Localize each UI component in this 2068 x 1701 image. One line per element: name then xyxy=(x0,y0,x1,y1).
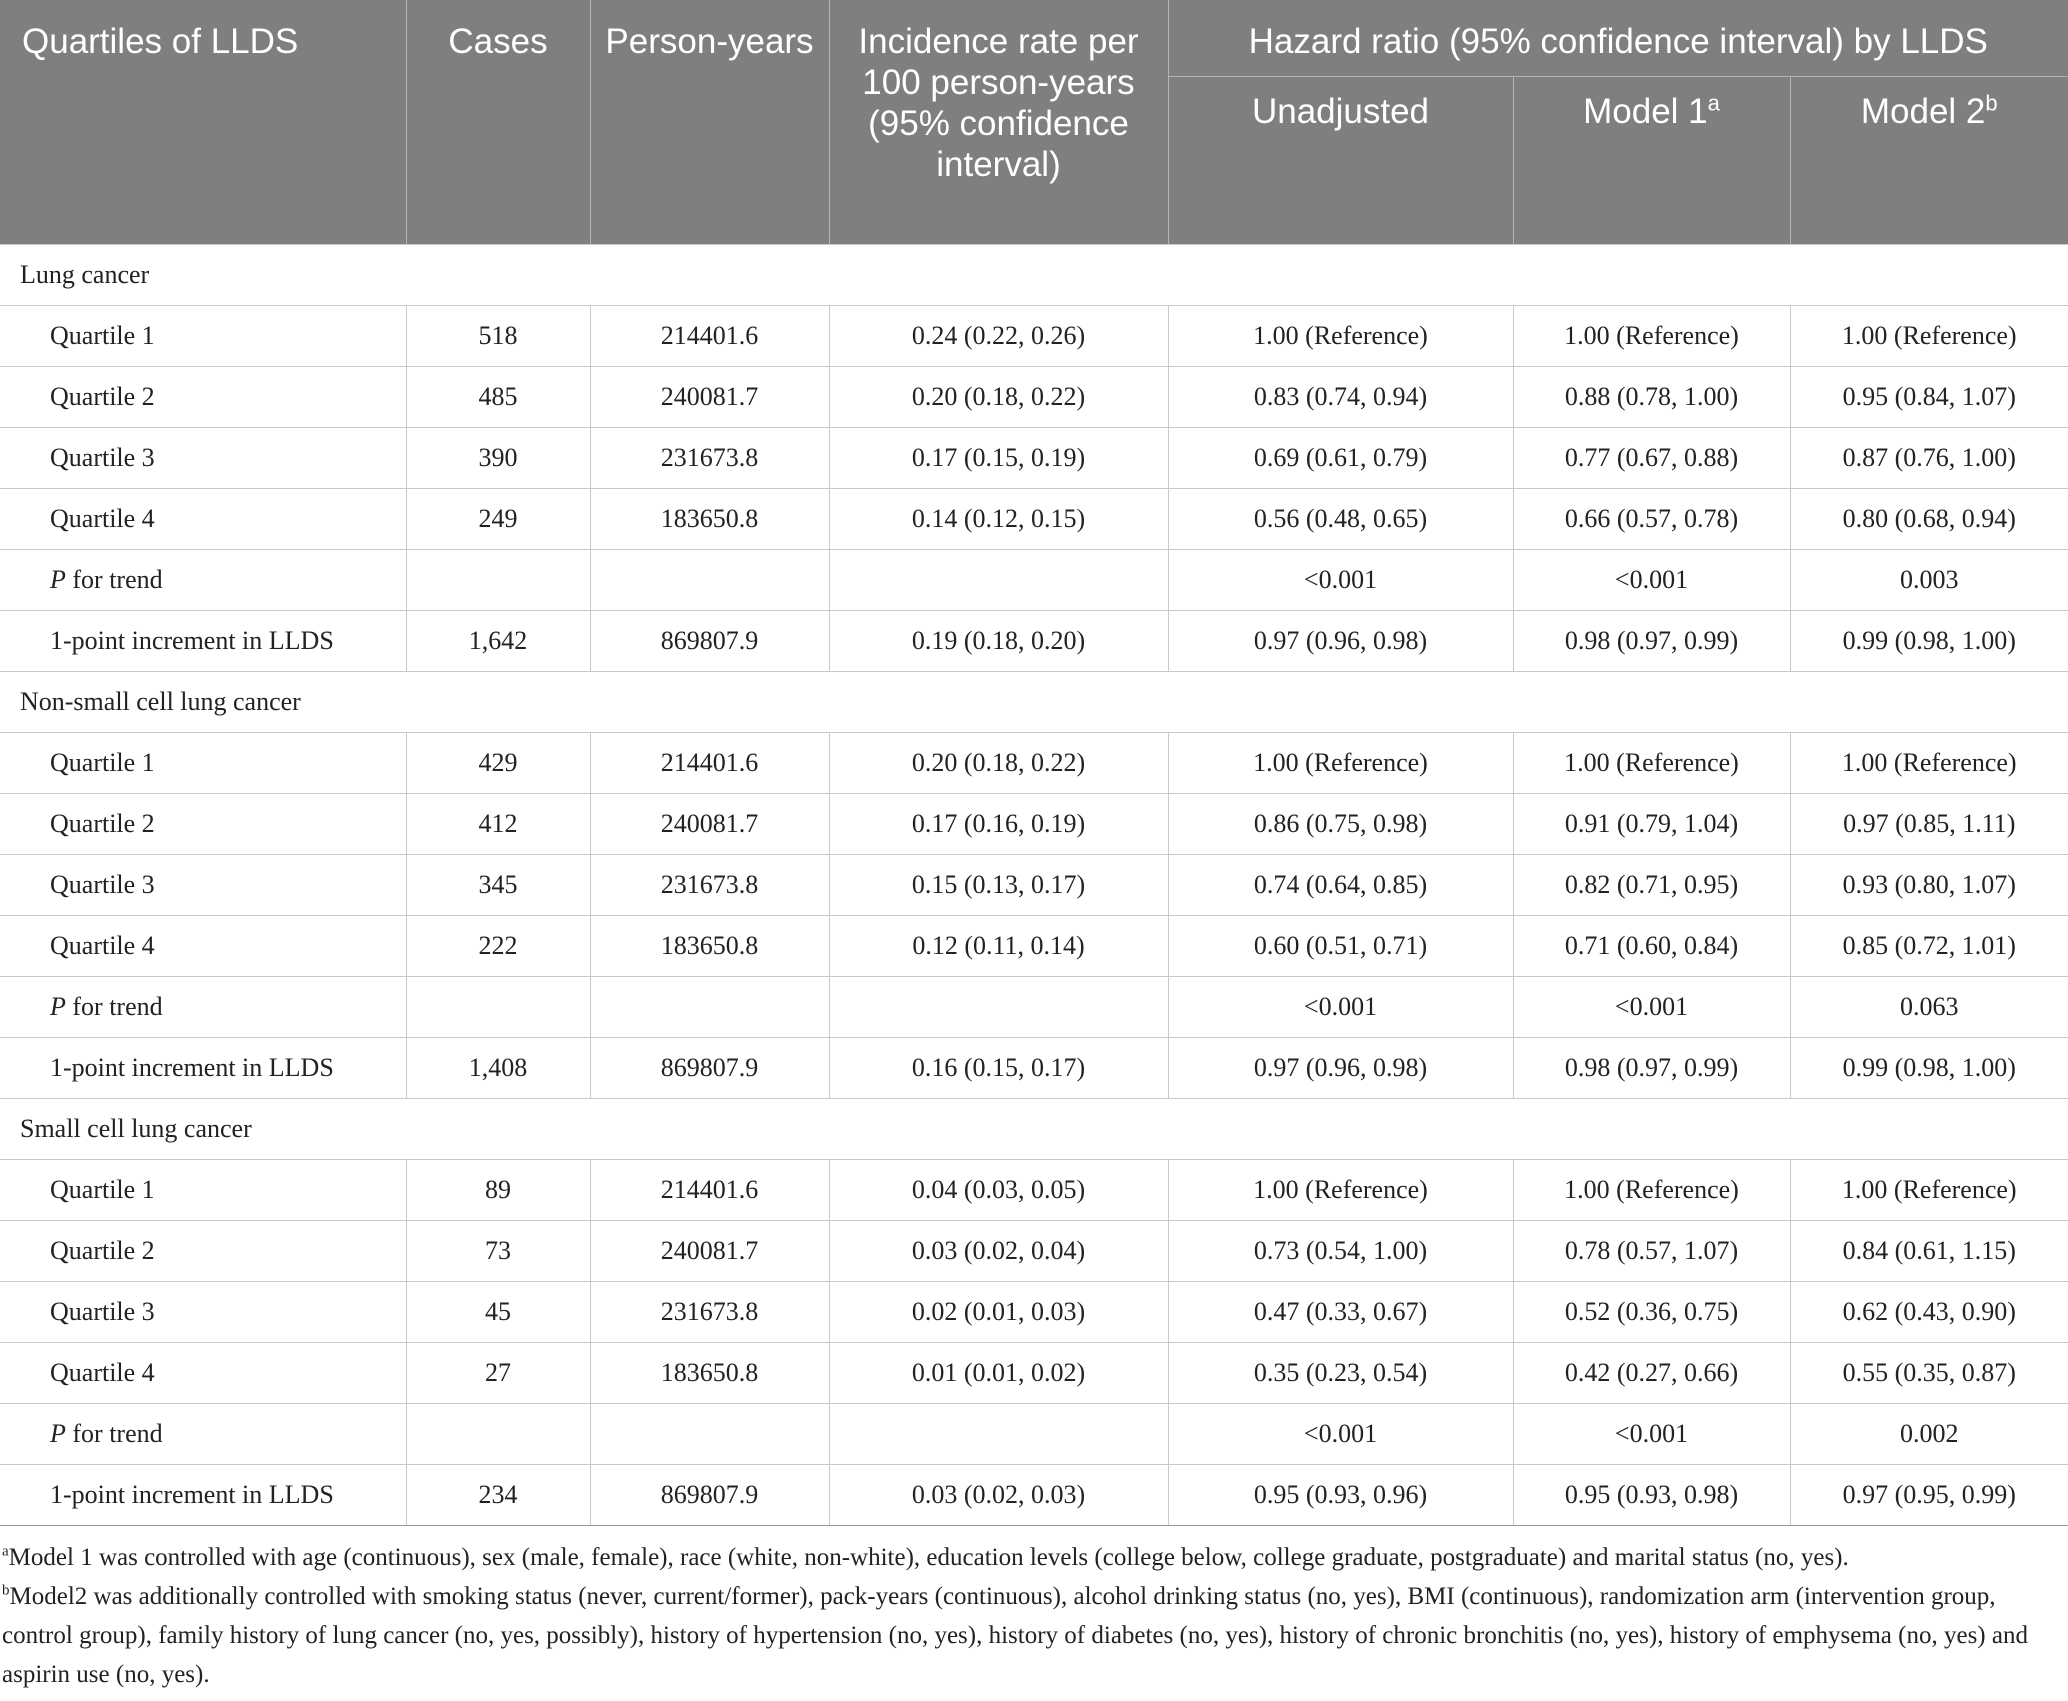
header-hazard-ratio-group: Hazard ratio (95% confidence interval) by LLDS xyxy=(1168,0,2068,76)
cell-person-years: 869807.9 xyxy=(590,1464,829,1525)
cell-incidence-rate: 0.14 (0.12, 0.15) xyxy=(829,488,1168,549)
cell-model-1: <0.001 xyxy=(1513,976,1790,1037)
cell-unadjusted: 0.97 (0.96, 0.98) xyxy=(1168,610,1513,671)
table-row xyxy=(0,1281,2068,1342)
cell-model-2: 1.00 (Reference) xyxy=(1790,732,2068,793)
cell-model-1: 0.95 (0.93, 0.98) xyxy=(1513,1464,1790,1525)
cell-unadjusted: <0.001 xyxy=(1168,1403,1513,1464)
cell-model-1: 0.98 (0.97, 0.99) xyxy=(1513,610,1790,671)
table-row xyxy=(0,1403,2068,1464)
footnote-marker-a: a xyxy=(1707,89,1720,115)
cell-person-years xyxy=(590,976,829,1037)
cell-person-years: 231673.8 xyxy=(590,427,829,488)
section-title: Small cell lung cancer xyxy=(0,1098,2068,1159)
table-row xyxy=(0,549,2068,610)
cell-cases: 345 xyxy=(406,854,590,915)
cell-cases xyxy=(406,976,590,1037)
cell-person-years: 869807.9 xyxy=(590,1037,829,1098)
cell-model-2: 1.00 (Reference) xyxy=(1790,1159,2068,1220)
cell-model-2: 0.063 xyxy=(1790,976,2068,1037)
cell-unadjusted: 1.00 (Reference) xyxy=(1168,1159,1513,1220)
cell-incidence-rate: 0.20 (0.18, 0.22) xyxy=(829,366,1168,427)
table-row xyxy=(0,976,2068,1037)
row-label: Quartile 1 xyxy=(0,732,406,793)
table-row xyxy=(0,488,2068,549)
footnote-b-marker: b xyxy=(2,1582,10,1599)
cell-model-1: 0.66 (0.57, 0.78) xyxy=(1513,488,1790,549)
cell-model-2: 0.95 (0.84, 1.07) xyxy=(1790,366,2068,427)
cell-cases: 412 xyxy=(406,793,590,854)
cell-unadjusted: 0.47 (0.33, 0.67) xyxy=(1168,1281,1513,1342)
cell-model-1: 0.42 (0.27, 0.66) xyxy=(1513,1342,1790,1403)
row-label: 1-point increment in LLDS xyxy=(0,1464,406,1525)
row-label: Quartile 2 xyxy=(0,366,406,427)
table-row xyxy=(0,1464,2068,1525)
cell-cases xyxy=(406,549,590,610)
cell-model-2: 0.84 (0.61, 1.15) xyxy=(1790,1220,2068,1281)
cell-model-2: 0.80 (0.68, 0.94) xyxy=(1790,488,2068,549)
cell-model-1: <0.001 xyxy=(1513,549,1790,610)
row-label: Quartile 3 xyxy=(0,1281,406,1342)
cell-model-2: 0.62 (0.43, 0.90) xyxy=(1790,1281,2068,1342)
row-label xyxy=(0,1403,406,1464)
header-unadjusted: Unadjusted xyxy=(1168,76,1513,244)
section-row xyxy=(0,1098,2068,1159)
table-row xyxy=(0,366,2068,427)
cell-person-years: 214401.6 xyxy=(590,1159,829,1220)
cell-incidence-rate: 0.16 (0.15, 0.17) xyxy=(829,1037,1168,1098)
cell-model-1: 0.98 (0.97, 0.99) xyxy=(1513,1037,1790,1098)
row-label: Quartile 2 xyxy=(0,793,406,854)
table-row xyxy=(0,427,2068,488)
cell-cases: 390 xyxy=(406,427,590,488)
cell-incidence-rate xyxy=(829,1403,1168,1464)
table-row xyxy=(0,610,2068,671)
row-label: 1-point increment in LLDS xyxy=(0,610,406,671)
cell-model-1: 1.00 (Reference) xyxy=(1513,732,1790,793)
cell-incidence-rate: 0.19 (0.18, 0.20) xyxy=(829,610,1168,671)
table-row xyxy=(0,915,2068,976)
cell-model-1: 0.78 (0.57, 1.07) xyxy=(1513,1220,1790,1281)
cell-unadjusted: 1.00 (Reference) xyxy=(1168,732,1513,793)
cell-model-2: 1.00 (Reference) xyxy=(1790,305,2068,366)
cell-model-2: 0.85 (0.72, 1.01) xyxy=(1790,915,2068,976)
table-row xyxy=(0,732,2068,793)
cell-cases: 27 xyxy=(406,1342,590,1403)
cell-person-years: 231673.8 xyxy=(590,1281,829,1342)
cell-model-2: 0.97 (0.85, 1.11) xyxy=(1790,793,2068,854)
table-body xyxy=(0,244,2068,1525)
row-label-rest: for trend xyxy=(65,1418,163,1448)
footnote-marker-b: b xyxy=(1985,89,1998,115)
cell-model-1: 1.00 (Reference) xyxy=(1513,1159,1790,1220)
cell-model-2: 0.003 xyxy=(1790,549,2068,610)
cell-model-2: 0.97 (0.95, 0.99) xyxy=(1790,1464,2068,1525)
cell-model-1: 0.82 (0.71, 0.95) xyxy=(1513,854,1790,915)
footnote-b xyxy=(2,1577,2058,1694)
row-label: Quartile 4 xyxy=(0,1342,406,1403)
table-header xyxy=(0,0,2068,244)
cell-person-years: 214401.6 xyxy=(590,732,829,793)
cell-cases: 222 xyxy=(406,915,590,976)
cell-model-2: 0.99 (0.98, 1.00) xyxy=(1790,1037,2068,1098)
cell-incidence-rate xyxy=(829,549,1168,610)
header-model-2-label: Model 2 xyxy=(1860,91,1986,131)
cell-unadjusted: <0.001 xyxy=(1168,976,1513,1037)
cell-person-years: 869807.9 xyxy=(590,610,829,671)
header-cases: Cases xyxy=(406,0,590,244)
row-label: Quartile 2 xyxy=(0,1220,406,1281)
footnote-a-marker: a xyxy=(2,1543,9,1560)
cell-cases xyxy=(406,1403,590,1464)
cell-person-years: 240081.7 xyxy=(590,366,829,427)
cell-cases: 234 xyxy=(406,1464,590,1525)
row-label xyxy=(0,549,406,610)
row-label: Quartile 4 xyxy=(0,488,406,549)
cell-person-years: 183650.8 xyxy=(590,1342,829,1403)
cell-person-years: 231673.8 xyxy=(590,854,829,915)
section-title: Lung cancer xyxy=(0,244,2068,305)
table-row xyxy=(0,1220,2068,1281)
cell-incidence-rate: 0.04 (0.03, 0.05) xyxy=(829,1159,1168,1220)
cell-unadjusted: 0.73 (0.54, 1.00) xyxy=(1168,1220,1513,1281)
header-model-1-label: Model 1 xyxy=(1583,91,1708,131)
row-label-italic: P xyxy=(50,1418,66,1448)
cell-model-1: 0.52 (0.36, 0.75) xyxy=(1513,1281,1790,1342)
row-label: 1-point increment in LLDS xyxy=(0,1037,406,1098)
cell-incidence-rate: 0.03 (0.02, 0.03) xyxy=(829,1464,1168,1525)
cell-cases: 485 xyxy=(406,366,590,427)
cell-person-years: 240081.7 xyxy=(590,1220,829,1281)
cell-unadjusted: 0.35 (0.23, 0.54) xyxy=(1168,1342,1513,1403)
footnote-a-text: Model 1 was controlled with age (continuous), sex (male, female), race (white, non-white), education levels (college below, college graduate, postgraduate) and marital status (no, yes). xyxy=(8,1543,1849,1571)
table-row xyxy=(0,1037,2068,1098)
cell-incidence-rate: 0.17 (0.15, 0.19) xyxy=(829,427,1168,488)
cell-incidence-rate: 0.20 (0.18, 0.22) xyxy=(829,732,1168,793)
section-title: Non-small cell lung cancer xyxy=(0,671,2068,732)
cell-model-1: 0.71 (0.60, 0.84) xyxy=(1513,915,1790,976)
cell-model-1: 0.91 (0.79, 1.04) xyxy=(1513,793,1790,854)
cell-model-1: 0.88 (0.78, 1.00) xyxy=(1513,366,1790,427)
cell-person-years xyxy=(590,1403,829,1464)
cell-model-2: 0.002 xyxy=(1790,1403,2068,1464)
cell-incidence-rate xyxy=(829,976,1168,1037)
cell-incidence-rate: 0.03 (0.02, 0.04) xyxy=(829,1220,1168,1281)
cell-incidence-rate: 0.01 (0.01, 0.02) xyxy=(829,1342,1168,1403)
header-model-1 xyxy=(1513,76,1790,244)
cell-cases: 45 xyxy=(406,1281,590,1342)
header-person-years: Person-years xyxy=(590,0,829,244)
cell-model-2: 0.55 (0.35, 0.87) xyxy=(1790,1342,2068,1403)
cell-incidence-rate: 0.15 (0.13, 0.17) xyxy=(829,854,1168,915)
cell-unadjusted: 1.00 (Reference) xyxy=(1168,305,1513,366)
cell-cases: 249 xyxy=(406,488,590,549)
table-row xyxy=(0,305,2068,366)
cell-cases: 429 xyxy=(406,732,590,793)
footnote-a xyxy=(2,1538,2058,1577)
footnotes xyxy=(0,1526,2068,1694)
cell-model-1: <0.001 xyxy=(1513,1403,1790,1464)
cell-person-years: 183650.8 xyxy=(590,488,829,549)
row-label: Quartile 3 xyxy=(0,854,406,915)
cell-model-2: 0.93 (0.80, 1.07) xyxy=(1790,854,2068,915)
row-label-italic: P xyxy=(50,991,66,1021)
footnote-b-text: Model2 was additionally controlled with smoking status (never, current/former), pack-years (continuous), alcohol drinking status (no, yes), BMI (continuous), randomization arm (intervention group, control group), family history of lung cancer (no, yes, possibly), history of hypertension (no, yes), history of diabetes (no, yes), history of chronic bronchitis (no, yes), history of emphysema (no, yes) and aspirin use (no, yes). xyxy=(2,1582,2028,1688)
section-row xyxy=(0,244,2068,305)
cell-person-years xyxy=(590,549,829,610)
cell-unadjusted: <0.001 xyxy=(1168,549,1513,610)
table-row xyxy=(0,793,2068,854)
section-row xyxy=(0,671,2068,732)
cell-model-1: 1.00 (Reference) xyxy=(1513,305,1790,366)
table-row xyxy=(0,1342,2068,1403)
cell-incidence-rate: 0.02 (0.01, 0.03) xyxy=(829,1281,1168,1342)
cell-unadjusted: 0.60 (0.51, 0.71) xyxy=(1168,915,1513,976)
cell-model-1: 0.77 (0.67, 0.88) xyxy=(1513,427,1790,488)
row-label: Quartile 1 xyxy=(0,305,406,366)
cell-incidence-rate: 0.24 (0.22, 0.26) xyxy=(829,305,1168,366)
cell-cases: 73 xyxy=(406,1220,590,1281)
cell-unadjusted: 0.56 (0.48, 0.65) xyxy=(1168,488,1513,549)
row-label: Quartile 4 xyxy=(0,915,406,976)
cell-unadjusted: 0.83 (0.74, 0.94) xyxy=(1168,366,1513,427)
cell-incidence-rate: 0.12 (0.11, 0.14) xyxy=(829,915,1168,976)
header-quartiles: Quartiles of LLDS xyxy=(0,0,406,244)
cell-incidence-rate: 0.17 (0.16, 0.19) xyxy=(829,793,1168,854)
cell-person-years: 183650.8 xyxy=(590,915,829,976)
table-row xyxy=(0,1159,2068,1220)
cell-unadjusted: 0.86 (0.75, 0.98) xyxy=(1168,793,1513,854)
cell-model-2: 0.87 (0.76, 1.00) xyxy=(1790,427,2068,488)
cell-unadjusted: 0.95 (0.93, 0.96) xyxy=(1168,1464,1513,1525)
cell-person-years: 214401.6 xyxy=(590,305,829,366)
row-label: Quartile 1 xyxy=(0,1159,406,1220)
cell-unadjusted: 0.74 (0.64, 0.85) xyxy=(1168,854,1513,915)
table-row xyxy=(0,854,2068,915)
cell-unadjusted: 0.69 (0.61, 0.79) xyxy=(1168,427,1513,488)
row-label-rest: for trend xyxy=(65,991,163,1021)
header-incidence-rate: Incidence rate per 100 person-years (95% confidence interval) xyxy=(829,0,1168,244)
cell-unadjusted: 0.97 (0.96, 0.98) xyxy=(1168,1037,1513,1098)
row-label-rest: for trend xyxy=(65,564,163,594)
cell-cases: 518 xyxy=(406,305,590,366)
row-label: Quartile 3 xyxy=(0,427,406,488)
cell-person-years: 240081.7 xyxy=(590,793,829,854)
header-model-2 xyxy=(1790,76,2068,244)
cell-cases: 89 xyxy=(406,1159,590,1220)
cell-cases: 1,642 xyxy=(406,610,590,671)
cell-cases: 1,408 xyxy=(406,1037,590,1098)
row-label xyxy=(0,976,406,1037)
row-label-italic: P xyxy=(50,564,66,594)
cell-model-2: 0.99 (0.98, 1.00) xyxy=(1790,610,2068,671)
